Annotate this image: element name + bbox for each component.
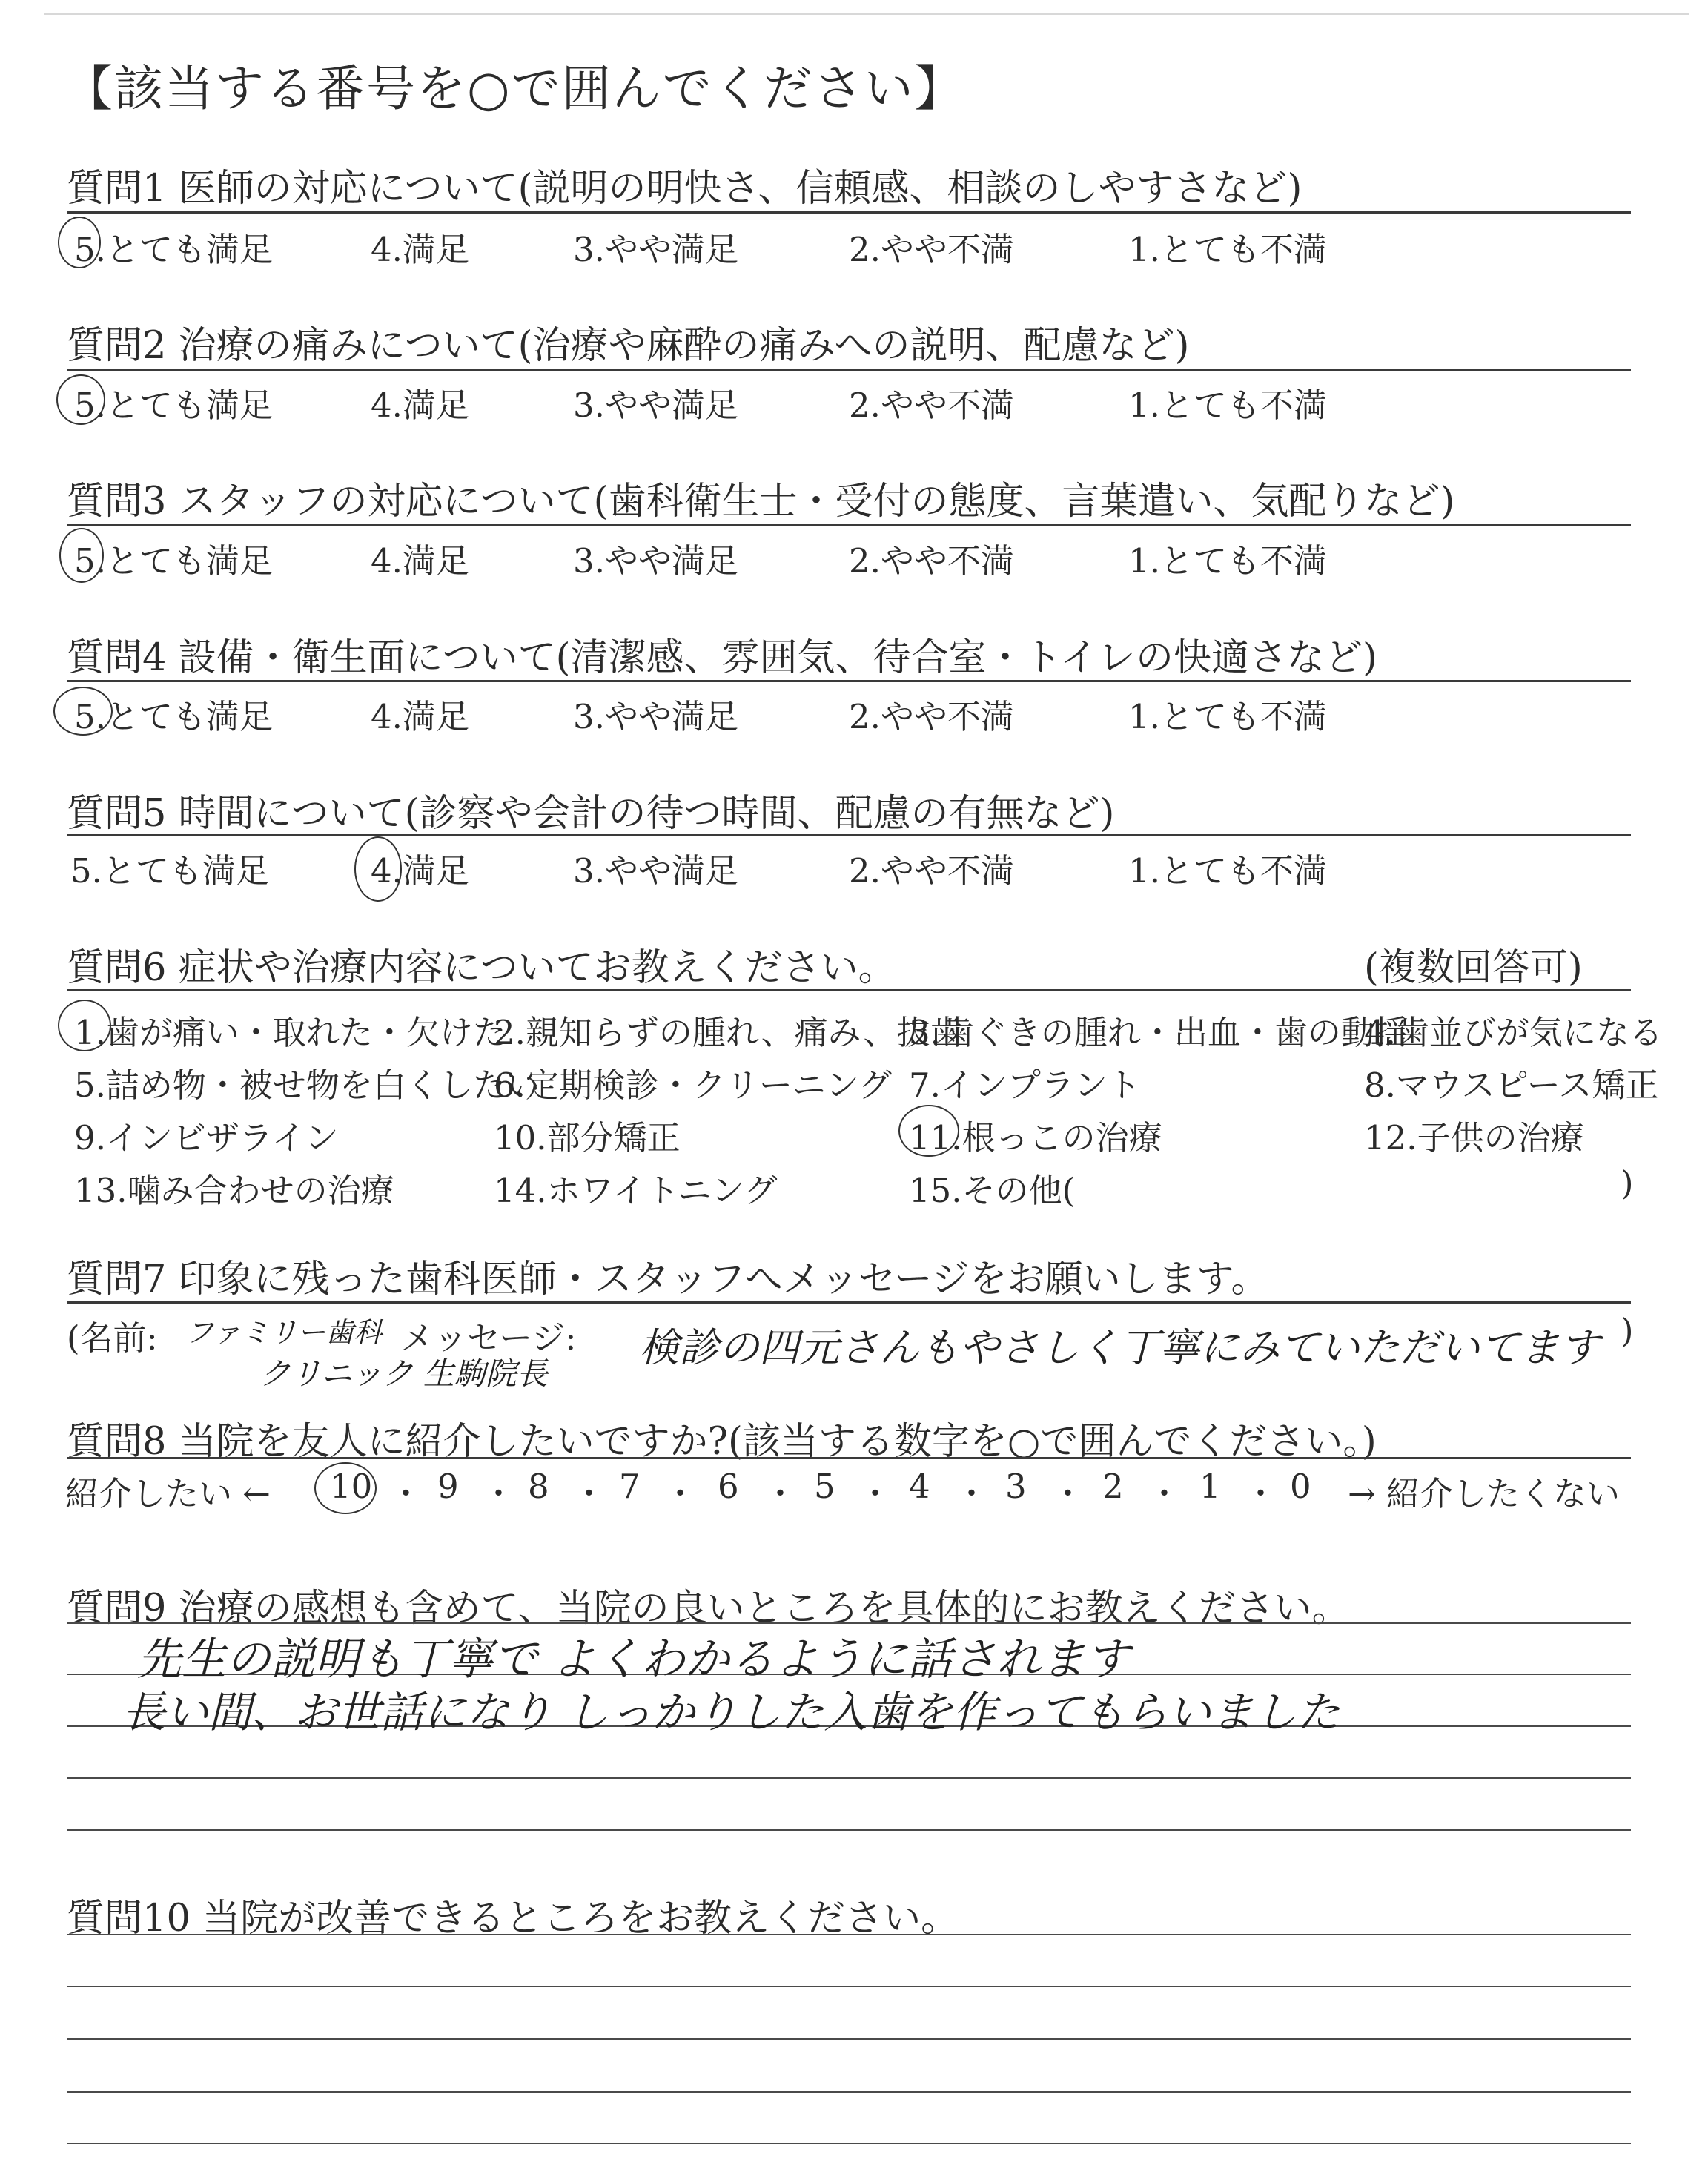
- q9-line-4: [67, 1777, 1631, 1779]
- q8-sep-1: ・: [389, 1474, 423, 1513]
- q6-option-4[interactable]: 4.歯並びが気になる: [1364, 1013, 1663, 1052]
- q9-handwritten-line-1: 先生の説明も丁寧で よくわかるように話されます: [137, 1634, 1131, 1685]
- question-4-text: 設備・衛生面について(清潔感、雰囲気、待合室・トイレの快適さなど): [178, 636, 1377, 680]
- q6-option-3[interactable]: 3.歯ぐきの腫れ・出血・歯の動揺: [909, 1013, 1408, 1052]
- q3-option-2[interactable]: 2.やや不満: [849, 541, 1014, 581]
- question-5-label: 質問5: [67, 792, 167, 836]
- question-8-rule: [67, 1457, 1631, 1459]
- q8-scale-3[interactable]: 3: [1005, 1467, 1027, 1506]
- q5-option-4[interactable]: 4.満足: [371, 851, 469, 891]
- q2-option-1[interactable]: 1.とても不満: [1128, 386, 1327, 425]
- q8-scale-10[interactable]: 10: [330, 1467, 373, 1506]
- question-3-label: 質問3: [67, 480, 167, 524]
- q6-option-2[interactable]: 2.親知らずの腫れ、痛み、抜歯: [494, 1013, 964, 1052]
- q1-option-4[interactable]: 4.満足: [371, 230, 469, 269]
- question-5-rule: [67, 834, 1631, 836]
- question-2-rule: [67, 369, 1631, 371]
- q8-scale-2[interactable]: 2: [1102, 1467, 1124, 1506]
- q3-option-1[interactable]: 1.とても不満: [1128, 541, 1327, 581]
- q10-line-5: [67, 2143, 1631, 2144]
- question-7-text: 印象に残った歯科医師・スタッフへメッセージをお願いします。: [178, 1258, 1269, 1301]
- q10-line-3: [67, 2038, 1631, 2040]
- question-5-text: 時間について(診察や会計の待つ時間、配慮の有無など): [178, 792, 1115, 836]
- q6-option-7[interactable]: 7.インプラント: [909, 1066, 1141, 1105]
- q5-option-3[interactable]: 3.やや満足: [573, 851, 738, 891]
- q5-option-2[interactable]: 2.やや不満: [849, 851, 1014, 891]
- q8-sep-8: ・: [1051, 1474, 1085, 1513]
- q7-close-paren: ): [1621, 1311, 1634, 1350]
- q6-option-13[interactable]: 13.噛み合わせの治療: [74, 1171, 394, 1210]
- q4-option-1[interactable]: 1.とても不満: [1128, 697, 1327, 736]
- q6-option-5[interactable]: 5.詰め物・被せ物を白くしたい: [74, 1066, 540, 1105]
- q8-scale-9[interactable]: 9: [437, 1467, 459, 1506]
- question-1-label: 質問1: [67, 167, 167, 211]
- q8-scale-1[interactable]: 1: [1199, 1467, 1221, 1506]
- question-8-text: 当院を友人に紹介したいですか?(該当する数字を○で囲んでください。): [178, 1420, 1377, 1464]
- question-3-rule: [67, 524, 1631, 526]
- question-7-label: 質問7: [67, 1258, 167, 1301]
- question-10-text: 当院が改善できるところをお教えください。: [202, 1897, 959, 1941]
- q2-option-4[interactable]: 4.満足: [371, 386, 469, 425]
- q7-handwritten-name-2: クリニック 生駒院長: [259, 1355, 548, 1392]
- q6-option-14[interactable]: 14.ホワイトニング: [494, 1171, 778, 1210]
- q6-option-15[interactable]: 15.その他(: [909, 1171, 1076, 1210]
- q2-option-2[interactable]: 2.やや不満: [849, 386, 1014, 425]
- q7-handwritten-message: 検診の四元さんもやさしく丁寧にみていただいてます: [639, 1324, 1600, 1371]
- q2-option-5[interactable]: 5.とても満足: [74, 386, 273, 425]
- q4-option-2[interactable]: 2.やや不満: [849, 697, 1014, 736]
- q8-sep-2: ・: [482, 1474, 516, 1513]
- q3-option-3[interactable]: 3.やや満足: [573, 541, 738, 581]
- q1-option-2[interactable]: 2.やや不満: [849, 230, 1014, 269]
- q8-sep-5: ・: [764, 1474, 798, 1513]
- question-9-text: 治療の感想も含めて、当院の良いところを具体的にお教えください。: [178, 1587, 1350, 1631]
- q3-answer-circle: [59, 528, 104, 583]
- q4-option-3[interactable]: 3.やや満足: [573, 697, 738, 736]
- q4-option-4[interactable]: 4.満足: [371, 697, 469, 736]
- q1-answer-circle: [58, 217, 101, 268]
- instruction-heading: 【該当する番号を○で囲んでください】: [64, 60, 965, 117]
- q1-option-3[interactable]: 3.やや満足: [573, 230, 738, 269]
- question-10-label: 質問10: [67, 1897, 191, 1941]
- q8-sep-3: ・: [572, 1474, 606, 1513]
- q1-option-1[interactable]: 1.とても不満: [1128, 230, 1327, 269]
- q8-sep-4: ・: [663, 1474, 698, 1513]
- q1-option-5[interactable]: 5.とても満足: [74, 230, 273, 269]
- q2-answer-circle: [56, 374, 105, 425]
- q6-answer-circle-1: [58, 1000, 111, 1051]
- q8-sep-9: ・: [1148, 1474, 1182, 1513]
- q6-option-1[interactable]: 1.歯が痛い・取れた・欠けた: [74, 1013, 506, 1052]
- q8-scale-5[interactable]: 5: [814, 1467, 835, 1506]
- q6-option-9[interactable]: 9.インビザライン: [74, 1118, 339, 1157]
- q5-option-5[interactable]: 5.とても満足: [70, 851, 269, 891]
- q5-answer-circle: [354, 836, 402, 902]
- q8-answer-circle: [314, 1462, 377, 1514]
- q8-left-label: 紹介したい ←: [65, 1474, 271, 1513]
- q6-option-15-close: ): [1621, 1163, 1634, 1203]
- q6-option-11[interactable]: 11.根っこの治療: [909, 1118, 1162, 1157]
- q10-line-1: [67, 1934, 1631, 1935]
- q10-line-2: [67, 1986, 1631, 1987]
- question-8-label: 質問8: [67, 1420, 167, 1464]
- q6-answer-circle-11: [898, 1105, 959, 1157]
- q8-scale-4[interactable]: 4: [909, 1467, 930, 1506]
- q6-option-12[interactable]: 12.子供の治療: [1364, 1118, 1584, 1157]
- q8-scale-0[interactable]: 0: [1290, 1467, 1311, 1506]
- question-4-label: 質問4: [67, 636, 167, 680]
- question-6-text: 症状や治療内容についてお教えください。: [178, 946, 896, 990]
- top-border: [44, 13, 1689, 15]
- question-6-label: 質問6: [67, 946, 167, 990]
- q8-sep-7: ・: [955, 1474, 989, 1513]
- q10-line-4: [67, 2091, 1631, 2093]
- q3-option-5[interactable]: 5.とても満足: [74, 541, 273, 581]
- q4-option-5[interactable]: 5.とても満足: [74, 697, 273, 736]
- q8-scale-6[interactable]: 6: [718, 1467, 739, 1506]
- question-4-rule: [67, 680, 1631, 682]
- question-7-rule: [67, 1301, 1631, 1304]
- q3-option-4[interactable]: 4.満足: [371, 541, 469, 581]
- q6-option-6[interactable]: 6.定期検診・クリーニング: [494, 1066, 893, 1105]
- question-6-note: (複数回答可): [1364, 946, 1583, 990]
- q6-option-8[interactable]: 8.マウスピース矯正: [1364, 1066, 1659, 1105]
- question-2-text: 治療の痛みについて(治療や麻酔の痛みへの説明、配慮など): [178, 324, 1190, 368]
- question-3-text: スタッフの対応について(歯科衛生士・受付の態度、言葉遣い、気配りなど): [178, 480, 1455, 524]
- q7-message-label: メッセージ:: [400, 1318, 577, 1358]
- q8-sep-6: ・: [858, 1474, 893, 1513]
- question-9-label: 質問9: [67, 1587, 167, 1631]
- question-1-text: 医師の対応について(説明の明快さ、信頼感、相談のしやすさなど): [178, 167, 1302, 211]
- q4-answer-circle: [53, 687, 113, 736]
- q7-handwritten-name-1: ファミリー歯科: [185, 1316, 383, 1349]
- q7-name-label: (名前:: [67, 1318, 158, 1358]
- q8-scale-8[interactable]: 8: [528, 1467, 549, 1506]
- q5-option-1[interactable]: 1.とても不満: [1128, 851, 1327, 891]
- q6-option-10[interactable]: 10.部分矯正: [494, 1118, 681, 1157]
- question-6-rule: [67, 989, 1631, 991]
- q9-line-5: [67, 1829, 1631, 1831]
- q8-right-label: → 紹介したくない: [1348, 1474, 1621, 1513]
- q9-handwritten-line-2: 長い間、お世話になり しっかりした入歯を作ってもらいました: [122, 1687, 1340, 1737]
- q8-scale-7[interactable]: 7: [619, 1467, 640, 1506]
- question-2-label: 質問2: [67, 324, 167, 368]
- q2-option-3[interactable]: 3.やや満足: [573, 386, 738, 425]
- question-1-rule: [67, 211, 1631, 214]
- q8-sep-10: ・: [1244, 1474, 1278, 1513]
